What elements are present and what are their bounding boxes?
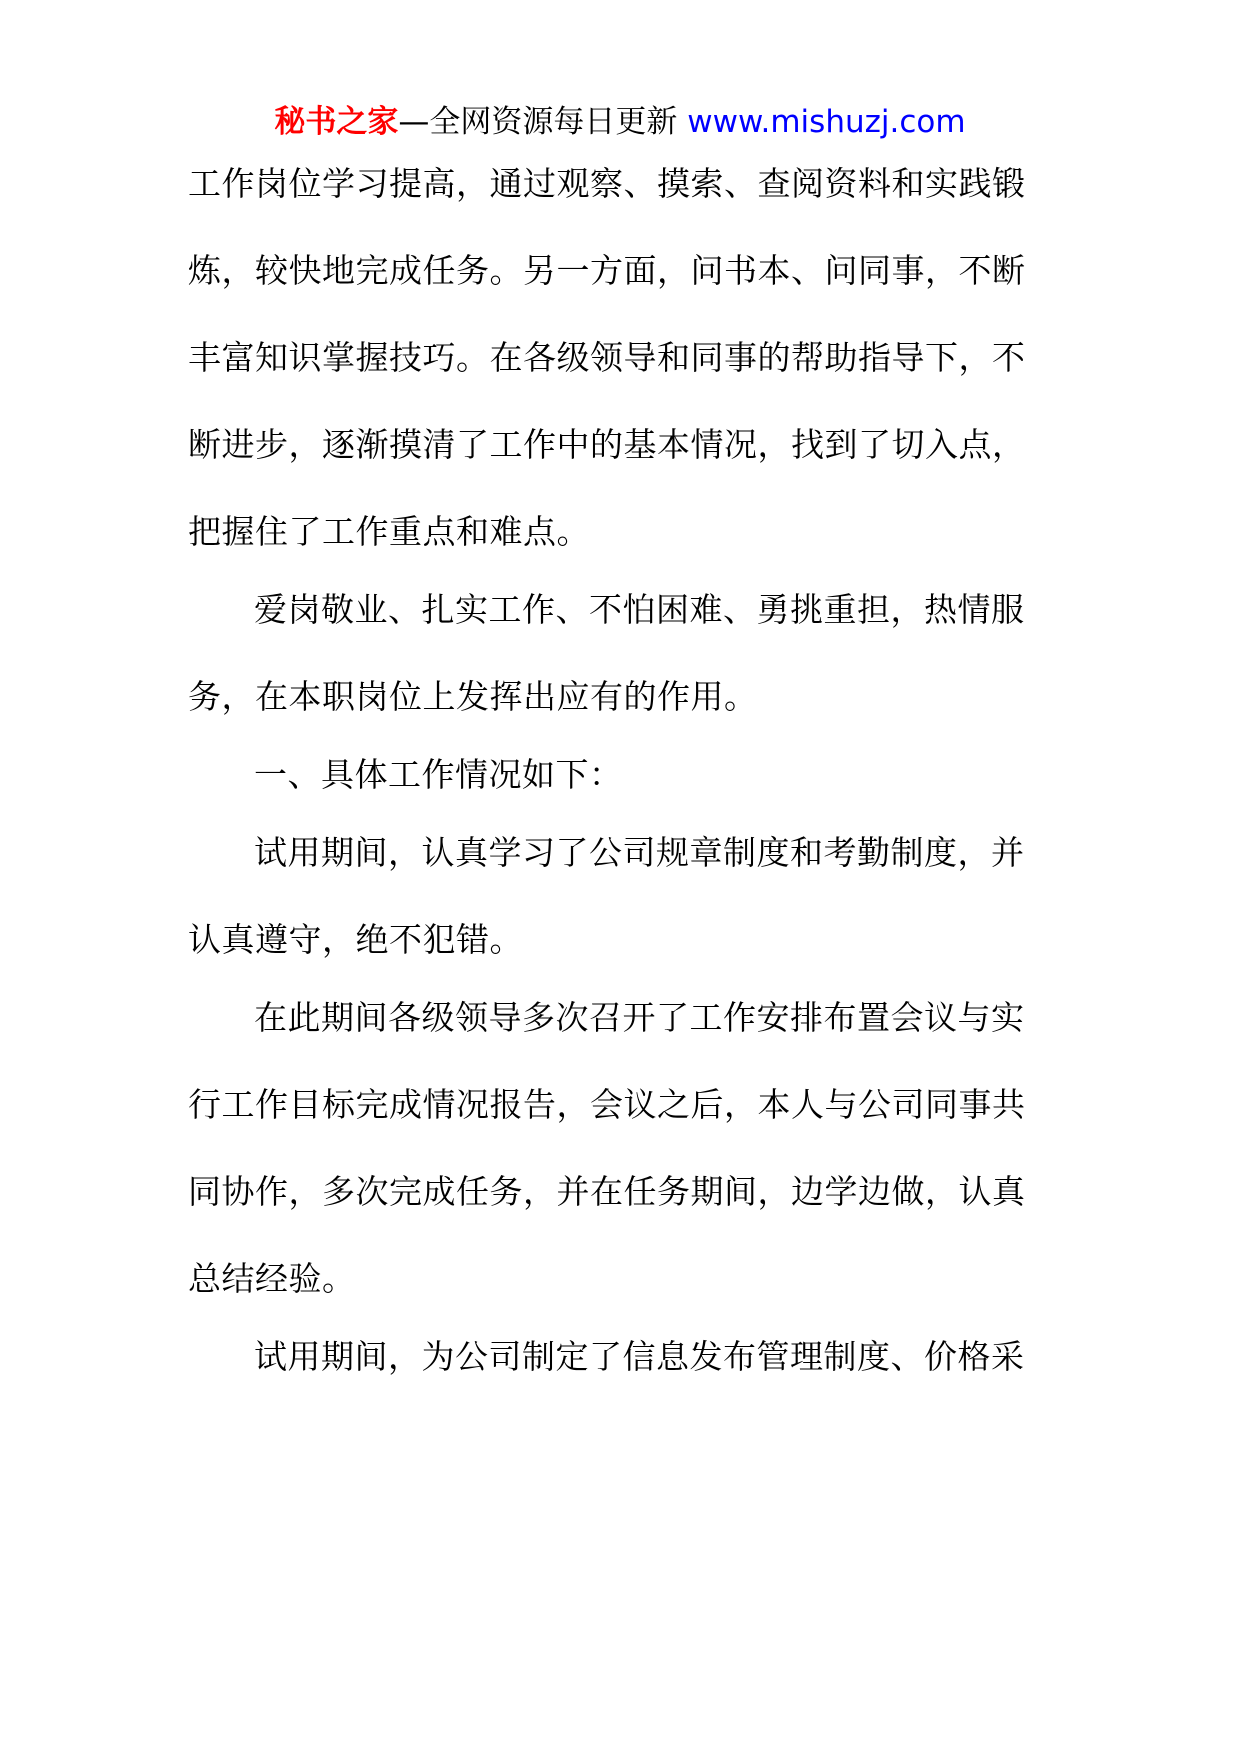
header-url-link[interactable]: www.mishuzj.com	[687, 104, 966, 140]
text-line: 断进步，逐渐摸清了工作中的基本情况，找到了切入点，	[188, 425, 1026, 464]
text-line: 一、具体工作情况如下：	[254, 755, 623, 794]
text-line: 认真遵守，绝不犯错。	[188, 920, 523, 959]
text-line: 务，在本职岗位上发挥出应有的作用。	[188, 677, 758, 716]
text-line: 总结经验。	[188, 1259, 356, 1298]
text-line: 试用期间，为公司制定了信息发布管理制度、价格采	[254, 1337, 1025, 1376]
header-slogan: —全网资源每日更新	[398, 104, 688, 140]
text-line: 工作岗位学习提高，通过观察、摸索、查阅资料和实践锻	[188, 164, 1026, 203]
text-line: 同协作，多次完成任务，并在任务期间，边学边做，认真	[188, 1172, 1026, 1211]
text-line: 行工作目标完成情况报告，会议之后，本人与公司同事共	[188, 1085, 1026, 1124]
text-line: 把握住了工作重点和难点。	[188, 512, 590, 551]
text-line: 在此期间各级领导多次召开了工作安排布置会议与实	[254, 998, 1025, 1037]
text-line: 炼，较快地完成任务。另一方面，问书本、问同事，不断	[188, 251, 1026, 290]
text-line: 爱岗敬业、扎实工作、不怕困难、勇挑重担，热情服	[254, 590, 1025, 629]
text-line: 丰富知识掌握技巧。在各级领导和同事的帮助指导下，不	[188, 338, 1026, 377]
header-brand: 秘书之家	[274, 104, 399, 140]
document-body	[188, 164, 1056, 1377]
page-header	[0, 102, 1240, 142]
text-line: 试用期间，认真学习了公司规章制度和考勤制度，并	[254, 833, 1025, 872]
